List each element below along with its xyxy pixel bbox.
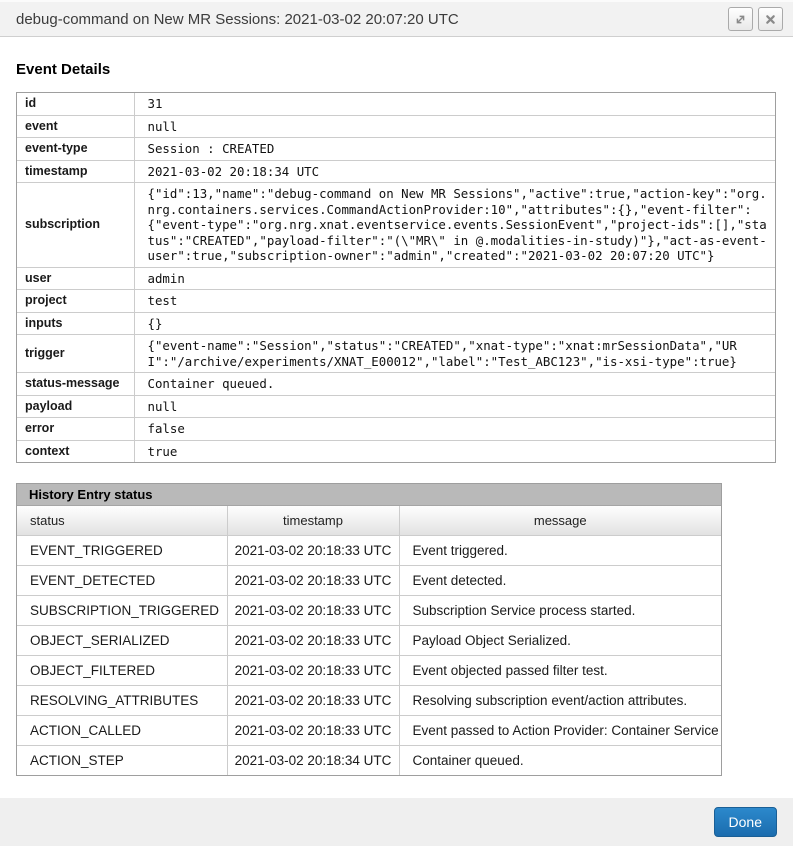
history-row [17, 535, 721, 565]
history-col-status: status [17, 506, 227, 535]
event-row-value: true [134, 440, 775, 462]
history-timestamp: 2021-03-02 20:18:33 UTC [227, 685, 399, 715]
event-details-table [17, 93, 775, 462]
event-row-key: context [17, 440, 134, 462]
expand-icon [734, 13, 747, 26]
history-status: OBJECT_FILTERED [17, 655, 227, 685]
history-status: EVENT_DETECTED [17, 565, 227, 595]
history-col-timestamp: timestamp [227, 506, 399, 535]
event-row-value: 31 [134, 93, 775, 115]
event-row-key: project [17, 290, 134, 313]
dialog-titlebar [0, 0, 793, 37]
history-col-message: message [399, 506, 721, 535]
event-row-value: Session : CREATED [134, 138, 775, 161]
history-row [17, 685, 721, 715]
history-header-row [17, 506, 721, 535]
history-row [17, 625, 721, 655]
event-row-id [17, 93, 775, 115]
history-timestamp: 2021-03-02 20:18:33 UTC [227, 565, 399, 595]
history-status: ACTION_CALLED [17, 715, 227, 745]
event-details-table-container [16, 92, 776, 463]
history-message: Event detected. [399, 565, 721, 595]
event-row-key: status-message [17, 373, 134, 396]
event-row-value: null [134, 395, 775, 418]
event-row-value: null [134, 115, 775, 138]
event-row-key: event-type [17, 138, 134, 161]
history-row [17, 745, 721, 775]
history-message: Payload Object Serialized. [399, 625, 721, 655]
event-row-inputs [17, 312, 775, 335]
history-timestamp: 2021-03-02 20:18:33 UTC [227, 535, 399, 565]
maximize-button[interactable] [728, 7, 753, 31]
history-message: Event objected passed filter test. [399, 655, 721, 685]
dialog-footer [0, 798, 793, 846]
event-row-event [17, 115, 775, 138]
history-table [17, 506, 721, 775]
history-timestamp: 2021-03-02 20:18:33 UTC [227, 655, 399, 685]
event-row-key: trigger [17, 335, 134, 373]
history-message: Resolving subscription event/action attributes. [399, 685, 721, 715]
history-section [16, 483, 722, 776]
history-heading: History Entry status [17, 484, 721, 506]
event-row-value: {"event-name":"Session","status":"CREATED","xnat-type":"xnat:mrSessionData","URI":"/archive/experiments/XNAT_E00012","label":"Test_ABC123","is-xsi-type":true} [134, 335, 775, 373]
event-row-event-type [17, 138, 775, 161]
history-timestamp: 2021-03-02 20:18:33 UTC [227, 595, 399, 625]
event-row-subscription [17, 183, 775, 268]
event-row-project [17, 290, 775, 313]
event-row-key: event [17, 115, 134, 138]
event-row-value: {"id":13,"name":"debug-command on New MR Sessions","active":true,"action-key":"org.nrg.containers.services.CommandActionProvider:10","attributes":{},"event-filter":{"event-type":"org.nrg.xnat.eventservice.events.SessionEvent","project-ids":[],"status":"CREATED","payload-filter":"(\"MR\" in @.modalities-in-study)"},"act-as-event-user":true,"subscription-owner":"admin","created":"2021-03-02 20:07:20 UTC"} [134, 183, 775, 268]
close-button[interactable] [758, 7, 783, 31]
event-row-value: Container queued. [134, 373, 775, 396]
history-status: ACTION_STEP [17, 745, 227, 775]
event-row-timestamp [17, 160, 775, 183]
event-row-user [17, 267, 775, 290]
event-row-status-message [17, 373, 775, 396]
event-row-value: test [134, 290, 775, 313]
event-details-heading: Event Details [16, 61, 111, 78]
history-status: SUBSCRIPTION_TRIGGERED [17, 595, 227, 625]
done-button[interactable]: Done [714, 807, 777, 837]
history-status: RESOLVING_ATTRIBUTES [17, 685, 227, 715]
history-row [17, 715, 721, 745]
history-message: Container queued. [399, 745, 721, 775]
dialog-window-controls [728, 7, 783, 31]
history-row [17, 565, 721, 595]
event-row-trigger [17, 335, 775, 373]
history-timestamp: 2021-03-02 20:18:33 UTC [227, 625, 399, 655]
event-row-value: {} [134, 312, 775, 335]
history-row [17, 595, 721, 625]
event-row-key: inputs [17, 312, 134, 335]
history-message: Event passed to Action Provider: Container Service [399, 715, 721, 745]
history-timestamp: 2021-03-02 20:18:34 UTC [227, 745, 399, 775]
history-message: Subscription Service process started. [399, 595, 721, 625]
history-status: OBJECT_SERIALIZED [17, 625, 227, 655]
event-row-key: user [17, 267, 134, 290]
event-row-value: 2021-03-02 20:18:34 UTC [134, 160, 775, 183]
history-timestamp: 2021-03-02 20:18:33 UTC [227, 715, 399, 745]
event-row-key: payload [17, 395, 134, 418]
dialog-body [0, 37, 793, 776]
event-row-key: timestamp [17, 160, 134, 183]
dialog-title: debug-command on New MR Sessions: 2021-03-02 20:07:20 UTC [16, 10, 459, 28]
event-row-key: subscription [17, 183, 134, 268]
event-row-value: false [134, 418, 775, 441]
event-row-context [17, 440, 775, 462]
event-row-payload [17, 395, 775, 418]
event-row-key: id [17, 93, 134, 115]
event-row-value: admin [134, 267, 775, 290]
history-status: EVENT_TRIGGERED [17, 535, 227, 565]
history-row [17, 655, 721, 685]
history-message: Event triggered. [399, 535, 721, 565]
event-row-error [17, 418, 775, 441]
event-row-key: error [17, 418, 134, 441]
close-icon [765, 14, 776, 25]
